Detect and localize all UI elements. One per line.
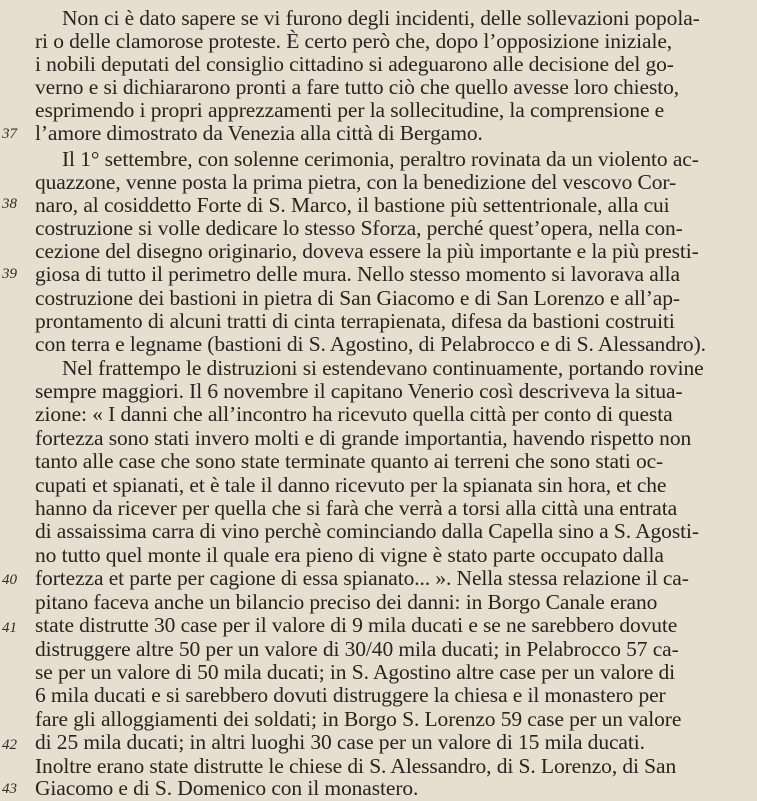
- text-line: state distrutte 30 case per il valore di 9 mila ducati e se ne sarebbero dovute: [35, 613, 678, 637]
- margin-note-number: 43: [2, 781, 17, 797]
- text-line: [62, 147, 699, 171]
- text-line: zione: « I danni che all’incontro ha ricevuto quella città per conto di questa: [35, 402, 673, 426]
- text-line: fortezza et parte per cagione di essa spianato... ». Nella stessa relazione il ca-: [35, 566, 689, 590]
- text-line: i nobili deputati del consiglio cittadino si adeguarono alle decisione del go-: [35, 52, 674, 76]
- text-line: costruzione si volle dedicare lo stesso Sforza, perché quest’opera, nella con-: [35, 216, 683, 240]
- text-line: Giacomo e di S. Domenico con il monastero.: [35, 776, 419, 800]
- text-line: naro, al cosiddetto Forte di S. Marco, il bastione più settentrionale, alla cui: [35, 193, 670, 217]
- text-line: l’amore dimostrato da Venezia alla città di Bergamo.: [35, 121, 483, 145]
- text-line: prontamento di alcuni tratti di cinta terrapienata, difesa da bastioni costruiti: [35, 309, 675, 333]
- margin-note-number: 38: [2, 196, 17, 212]
- margin-note-number: 39: [2, 266, 17, 282]
- text-line: tanto alle case che sono state terminate quanto ai terreni che sono stati oc-: [35, 449, 664, 473]
- margin-note-number: 37: [2, 126, 17, 142]
- text-line: no tutto quel monte il quale era pieno di vigne è stato parte occupato dalla: [35, 543, 664, 567]
- text-line: sempre maggiori. Il 6 novembre il capitano Venerio così descriveva la situa-: [35, 379, 683, 403]
- text-line-content: Il 1° settembre, con solenne cerimonia, peraltro rovinata da un violento ac-: [62, 147, 699, 171]
- text-line: Inoltre erano state distrutte le chiese di S. Alessandro, di S. Lorenzo, di San: [35, 754, 677, 778]
- margin-note-number: 42: [2, 737, 17, 753]
- text-line: verno e si dichiararono pronti a fare tutto ciò che quello avesse loro chiesto,: [35, 75, 680, 99]
- margin-note-number: 41: [2, 620, 17, 636]
- text-line: se per un valore di 50 mila ducati; in S. Agostino altre case per un valore di: [35, 660, 676, 684]
- text-line: cezione del disegno originario, doveva essere la più importante e la più presti-: [35, 239, 699, 263]
- text-line: Non ci è dato sapere se vi furono degli incidenti, delle sollevazioni popola-: [62, 6, 700, 30]
- text-line: quazzone, venne posta la prima pietra, con la benedizione del vescovo Cor-: [35, 170, 677, 194]
- text-line: pitano faceva anche un bilancio preciso dei danni: in Borgo Canale erano: [35, 590, 658, 614]
- text-line: di 25 mila ducati; in altri luoghi 30 case per un valore di 15 mila ducati.: [35, 730, 645, 754]
- text-line: 6 mila ducati e si sarebbero dovuti distruggere la chiesa e il monastero per: [35, 683, 666, 707]
- text-line: con terra e legname (bastioni di S. Agostino, di Pelabrocco e di S. Alessandro).: [35, 332, 706, 356]
- text-line: fortezza sono stati invero molti e di grande importantia, havendo rispetto non: [35, 426, 692, 450]
- text-line: cupati et spianati, et è tale il danno ricevuto per la spianata sin hora, et che: [35, 473, 667, 497]
- text-line: costruzione dei bastioni in pietra di San Giacomo e di San Lorenzo e all’ap-: [35, 286, 680, 310]
- text-line: hanno da ricever per quella che si farà che verrà a torsi alla città una entrata: [35, 496, 678, 520]
- text-line: di assaissima carra di vino perchè cominciando dalla Capella sino a S. Agosti-: [35, 519, 699, 543]
- margin-note-number: 40: [2, 572, 17, 588]
- text-line: distruggere altre 50 per un valore di 30/40 mila ducati; in Pelabrocco 57 ca-: [35, 637, 679, 661]
- text-line: ri o delle clamorose proteste. È certo però che, dopo l’opposizione iniziale,: [35, 29, 673, 53]
- text-line: esprimendo i propri apprezzamenti per la sollecitudine, la comprensione e: [35, 98, 665, 122]
- text-line: fare gli alloggiamenti dei soldati; in Borgo S. Lorenzo 59 case per un valore: [35, 707, 682, 731]
- text-line: Nel frattempo le distruzioni si estendevano continuamente, portando rovine: [62, 356, 704, 380]
- text-line: giosa di tutto il perimetro delle mura. Nello stesso momento si lavorava alla: [35, 262, 680, 286]
